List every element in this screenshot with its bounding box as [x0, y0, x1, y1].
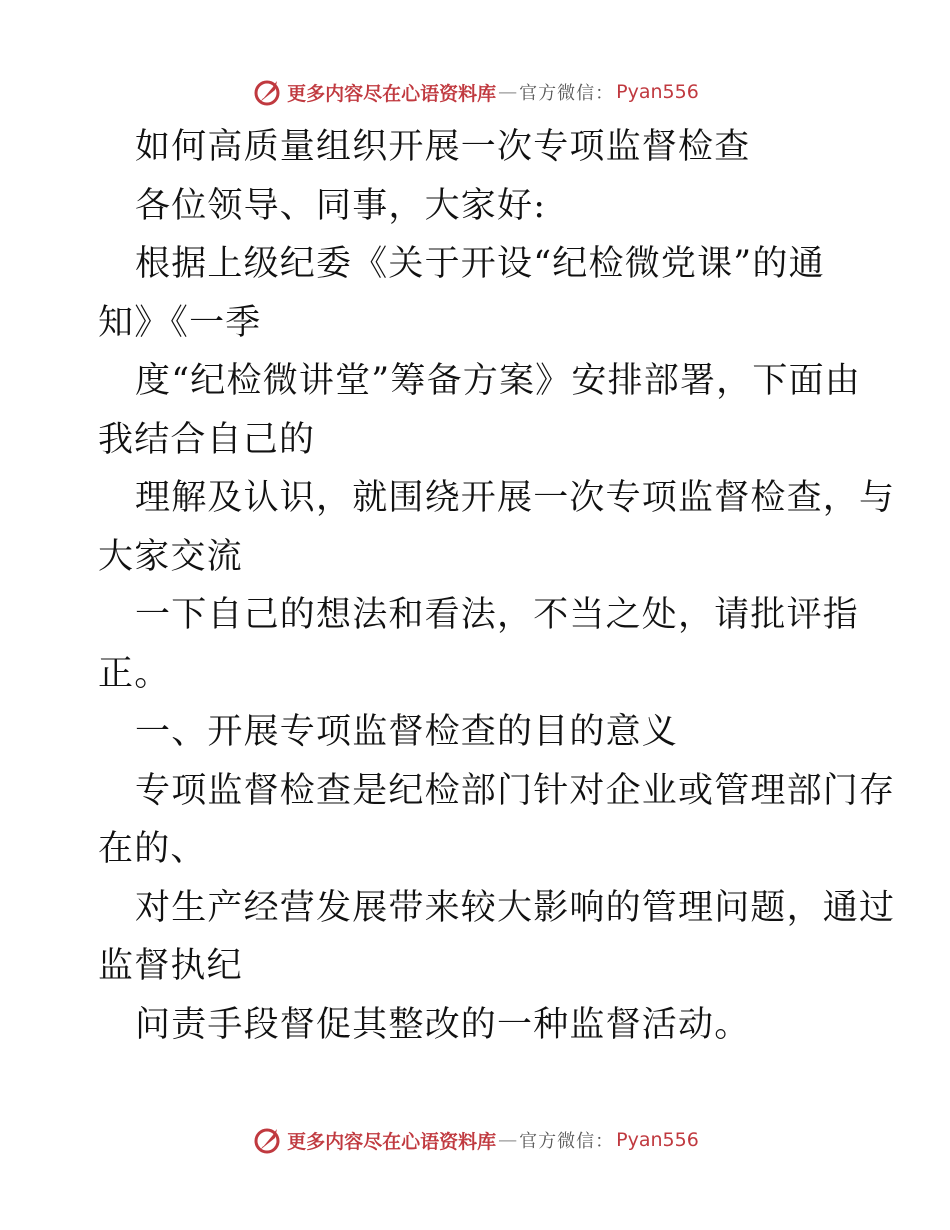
- quill-logo-icon: [251, 1124, 283, 1156]
- header-watermark: [0, 72, 950, 112]
- watermark-wechat-id: Pyan556: [616, 81, 699, 103]
- paragraph-line: 专项监督检查是纪检部门针对企业或管理部门存: [135, 770, 896, 811]
- watermark-main-text: 更多内容尽在心语资料库: [287, 82, 497, 105]
- paragraph-line: 根据上级纪委《关于开设“纪检微党课”的通: [135, 244, 825, 284]
- footer-watermark: [0, 1120, 950, 1160]
- paragraph-line: 大家交流: [98, 536, 243, 577]
- paragraph-line: 正。: [98, 653, 171, 694]
- paragraph-line: 知》《一季: [98, 302, 262, 343]
- paragraph-line: 监督执纪: [98, 946, 243, 986]
- watermark-sub-text: 官方微信：: [519, 83, 615, 104]
- watermark-dash: —: [498, 81, 518, 103]
- paragraph-line: 理解及认识，就围绕开展一次专项监督检查，与: [135, 478, 896, 518]
- paragraph-line: 在的、: [98, 829, 207, 869]
- quill-logo-icon: [251, 76, 283, 108]
- paragraph-line: 我结合自己的: [98, 419, 316, 460]
- paragraph-line: 对生产经营发展带来较大影响的管理问题，通过: [135, 887, 896, 928]
- paragraph-line: 一下自己的想法和看法，不当之处，请批评指: [135, 595, 860, 635]
- watermark-sub-text: 官方微信：: [519, 1131, 615, 1152]
- watermark-dash: —: [498, 1129, 518, 1151]
- document-body: [98, 118, 896, 1054]
- paragraph-line: 问责手段督促其整改的一种监督活动。: [135, 1004, 751, 1045]
- watermark-wechat-id: Pyan556: [616, 1129, 699, 1151]
- section-heading: 一、开展专项监督检查的目的意义: [135, 712, 679, 752]
- document-title: 如何高质量组织开展一次专项监督检查: [135, 127, 751, 167]
- greeting-line: 各位领导、同事，大家好:: [135, 185, 547, 226]
- paragraph-line: 度“纪检微讲堂”筹备方案》安排部署，下面由: [135, 361, 861, 401]
- watermark-main-text: 更多内容尽在心语资料库: [287, 1130, 497, 1153]
